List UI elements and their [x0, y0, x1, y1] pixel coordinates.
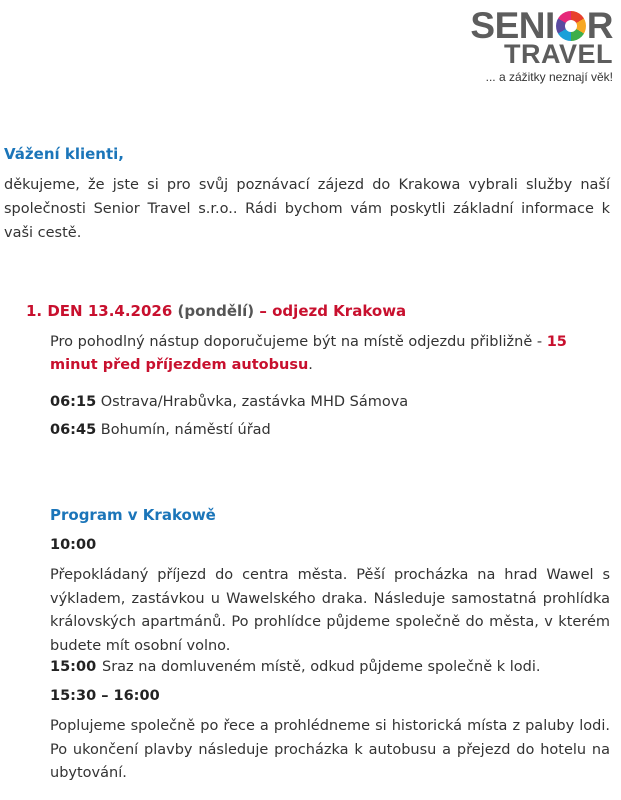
logo-wordmark-travel: TRAVEL: [504, 39, 613, 69]
program-time: 15:30 – 16:00: [50, 688, 160, 704]
logo-slogan: ... a zážitky neznají věk!: [485, 70, 613, 84]
program-time: 10:00: [50, 537, 97, 553]
program-heading: Program v Krakowě: [50, 506, 216, 524]
logo-wordmark-senior: SENI R: [470, 5, 613, 46]
program-text: Poplujeme společně po řece a prohlédneme si historická místa z paluby lodi. Po ukončení plavby následuje procházka k autobusu a přejezd do hotelu na ubytování.: [50, 718, 610, 781]
stop-place: Ostrava/Hrabůvka, zastávka MHD Sámova: [100, 394, 409, 410]
logo-o-ring-icon: [556, 11, 586, 41]
day-weekday: (pondělí): [177, 302, 255, 320]
greeting: Vážení klienti,: [4, 145, 124, 163]
day-number-date: 1. DEN 13.4.2026: [26, 302, 173, 320]
senior-travel-logo: [443, 4, 613, 88]
departure-stop: [50, 394, 408, 410]
stop-place: Bohumín, náměstí úřad: [100, 422, 271, 438]
stop-time: 06:45: [50, 422, 97, 438]
program-time: 15:00: [50, 659, 97, 675]
stop-time: 06:15: [50, 394, 97, 410]
departure-stop: [50, 422, 271, 438]
boarding-accent: 15 minut před příjezdem autobusu: [50, 334, 567, 373]
intro-paragraph: děkujeme, že jste si pro svůj poznávací zájezd do Krakowa vybrali služby naší společnosti Senior Travel s.r.o.. Rádi bychom vám poskytli základní informace k vaši cestě.: [4, 177, 610, 241]
program-text: Přepokládaný příjezd do centra města. Pěší procházka na hrad Wawel s výkladem, zastávkou u Wawelského draka. Následuje samostatná prohlídka královských apartmánů. Po prohlídce půjdeme společně do města, v kterém budete mít osobní volno.: [50, 567, 610, 654]
day-heading: [26, 302, 406, 320]
boarding-note: Pro pohodlný nástup doporučujeme být na místě odjezdu přibližně - 15 minut před příjezdem autobusu.: [50, 334, 567, 373]
day-title-rest: – odjezd Krakowa: [259, 302, 407, 320]
program-text: Sraz na domluveném místě, odkud půjdeme společně k lodi.: [102, 659, 541, 675]
